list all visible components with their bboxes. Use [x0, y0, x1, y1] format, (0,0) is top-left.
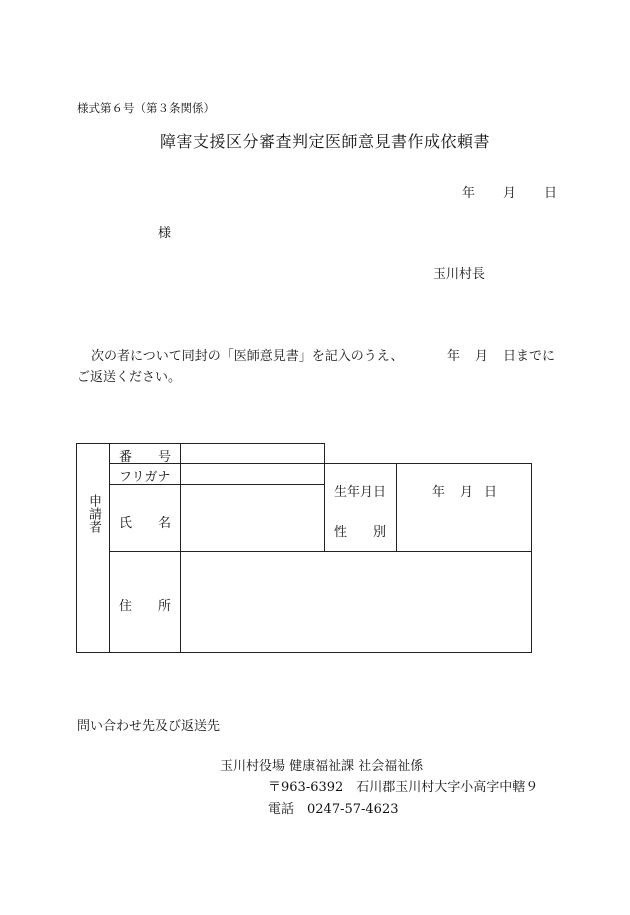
sender-name: 玉川村長 [433, 267, 486, 282]
date-year-label: 年 [462, 186, 476, 201]
contact-phone: 電話 0247-57-4623 [268, 802, 399, 817]
birth-year-label: 年 [432, 485, 446, 500]
number-label-char2: 号 [157, 450, 171, 465]
furigana-label: フリガナ [119, 470, 171, 485]
contact-office: 玉川村役場 健康福祉課 社会福祉係 [220, 759, 424, 774]
contact-address: 〒963-6392 石川郡玉川村大字小高字中轄９ [268, 780, 539, 795]
address-field[interactable] [181, 552, 531, 652]
name-label-char2: 名 [157, 516, 171, 531]
name-label-char1: 氏 [119, 516, 133, 531]
name-field[interactable] [181, 485, 324, 551]
number-label-char1: 番 [119, 450, 133, 465]
furigana-field[interactable] [181, 464, 324, 484]
sex-label-char2: 別 [372, 525, 386, 540]
birthdate-label: 生年月日 [334, 485, 387, 500]
birth-day-label: 日 [484, 485, 498, 500]
addressee-suffix: 様 [158, 226, 172, 241]
request-day-end: 日までに [503, 349, 556, 364]
birthdate-field[interactable] [397, 464, 531, 551]
request-text-line2: ご返送ください。 [77, 370, 182, 385]
sex-label-char1: 性 [334, 525, 348, 540]
contact-heading: 問い合わせ先及び返送先 [77, 719, 221, 734]
address-label-char1: 住 [119, 599, 133, 614]
number-label [119, 446, 171, 465]
number-field[interactable] [181, 444, 324, 463]
request-text-line1: 次の者について同封の「医師意見書」を記入のうえ、 [91, 349, 404, 364]
document-title: 障害支援区分審査判定医師意見書作成依頼書 [160, 132, 491, 151]
address-label [119, 595, 171, 614]
sex-label [334, 521, 386, 540]
date-day-label: 日 [544, 186, 558, 201]
request-year: 年 [447, 349, 461, 364]
birth-month-label: 月 [460, 485, 474, 500]
form-number: 様式第６号（第３条関係） [77, 101, 215, 115]
address-label-char2: 所 [157, 599, 171, 614]
applicant-label: 申請者 [86, 494, 101, 533]
name-label [119, 512, 171, 531]
request-month: 月 [475, 349, 489, 364]
date-month-label: 月 [503, 186, 517, 201]
